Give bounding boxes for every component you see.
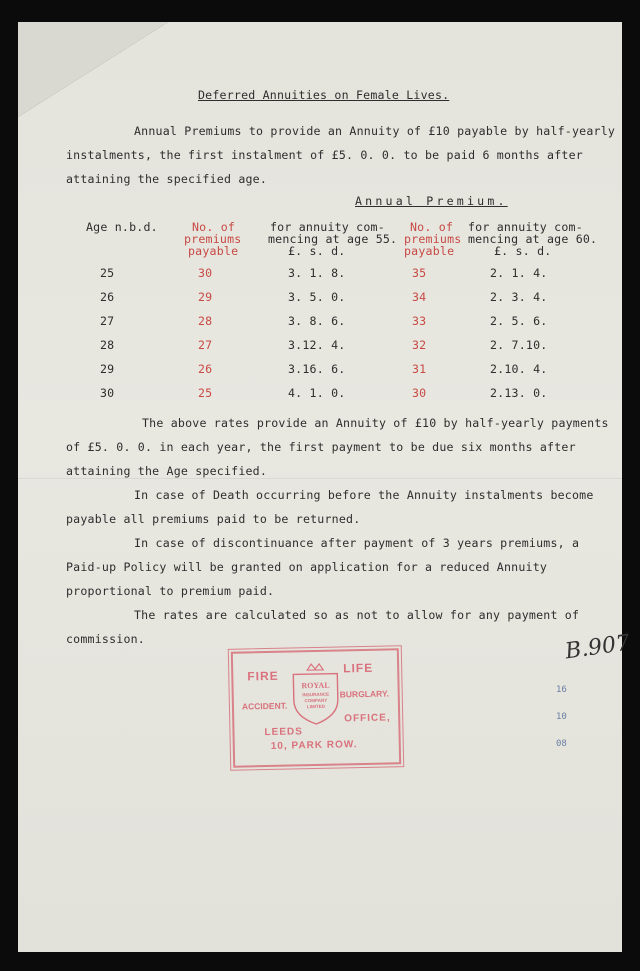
annotation-number: 907 — [586, 630, 632, 662]
date-line: 16 — [556, 685, 567, 695]
table-cell-prem55: 3. 5. 0. — [288, 290, 346, 304]
stamp-leeds: LEEDS — [264, 726, 303, 739]
header-prem60: mencing at age 60. — [468, 232, 598, 246]
table-cell-prem60: 2.13. 0. — [490, 386, 548, 400]
office-stamp — [231, 648, 401, 767]
paragraph-line: commission. — [66, 632, 145, 646]
stamp-crest-text: LIMITED — [306, 703, 326, 710]
table-cell-age: 29 — [100, 362, 115, 376]
header-prem55: for annuity com- — [270, 220, 385, 234]
paragraph-line: attaining the Age specified. — [66, 464, 268, 478]
header-num60: No. of — [410, 220, 454, 234]
date-stamp — [556, 668, 578, 767]
table-cell-num55: 28 — [198, 314, 213, 328]
table-cell-age: 25 — [100, 266, 115, 280]
header-num60: premiums — [404, 232, 462, 246]
table-cell-prem55: 3.12. 4. — [288, 338, 346, 352]
table-cell-prem55: 4. 1. 0. — [288, 386, 346, 400]
paragraph-line: In case of discontinuance after payment of 3 years premiums, a — [134, 536, 580, 550]
annotation-initials: B. — [563, 636, 591, 665]
table-cell-prem55: 3. 8. 6. — [288, 314, 346, 328]
crest-icon — [287, 659, 344, 726]
table-cell-num55: 25 — [198, 386, 213, 400]
date-line: 08 — [556, 739, 567, 749]
table-cell-num60: 35 — [412, 266, 427, 280]
stamp-crest-text: COMPANY — [304, 697, 328, 704]
paragraph-line: Paid-up Policy will be granted on application for a reduced Annuity — [66, 560, 548, 574]
table-super-header: Annual Premium. — [355, 194, 508, 208]
header-prem60: for annuity com- — [468, 220, 583, 234]
table-cell-num60: 30 — [412, 386, 427, 400]
table-cell-num55: 27 — [198, 338, 213, 352]
table-cell-num60: 31 — [412, 362, 427, 376]
table-cell-age: 27 — [100, 314, 115, 328]
header-num55: No. of — [192, 220, 236, 234]
header-num60: payable — [404, 244, 455, 258]
header-prem60: £. s. d. — [494, 244, 552, 258]
paragraph-line: The rates are calculated so as not to allow for any payment of — [134, 608, 580, 622]
table-cell-prem60: 2. 1. 4. — [490, 266, 548, 280]
stamp-office: OFFICE, — [344, 712, 391, 725]
stamp-fire: FIRE — [247, 668, 279, 684]
date-line: 10 — [556, 712, 567, 722]
table-cell-age: 28 — [100, 338, 115, 352]
stamp-burglary: BURGLARY. — [339, 688, 390, 700]
table-cell-prem60: 2. 7.10. — [490, 338, 548, 352]
table-cell-age: 30 — [100, 386, 115, 400]
table-cell-prem60: 2. 3. 4. — [490, 290, 548, 304]
paragraph-line: The above rates provide an Annuity of £10 by half-yearly payments — [142, 416, 609, 430]
table-cell-num60: 34 — [412, 290, 427, 304]
header-num55: premiums — [184, 232, 242, 246]
table-cell-num60: 33 — [412, 314, 427, 328]
stamp-crest-text: INSURANCE — [302, 691, 330, 698]
stamp-address: 10, PARK ROW. — [270, 739, 358, 752]
paper-crease — [18, 478, 622, 479]
stamp-crest-text: ROYAL — [301, 680, 330, 691]
header-age: Age n.b.d. — [86, 220, 158, 234]
intro-line: Annual Premiums to provide an Annuity of £10 payable by half-yearly — [134, 124, 616, 138]
header-prem55: mencing at age 55. — [268, 232, 398, 246]
intro-line: attaining the specified age. — [66, 172, 268, 186]
paragraph-line: of £5. 0. 0. in each year, the first payment to be due six months after — [66, 440, 576, 454]
table-cell-num55: 26 — [198, 362, 213, 376]
header-num55: payable — [188, 244, 239, 258]
table-cell-prem60: 2.10. 4. — [490, 362, 548, 376]
table-cell-prem55: 3.16. 6. — [288, 362, 346, 376]
intro-line: instalments, the first instalment of £5. 0. 0. to be paid 6 months after — [66, 148, 583, 162]
stamp-accident: ACCIDENT. — [241, 700, 288, 712]
table-cell-num60: 32 — [412, 338, 427, 352]
stamp-life: LIFE — [343, 660, 374, 676]
header-prem55: £. s. d. — [288, 244, 346, 258]
table-cell-num55: 30 — [198, 266, 213, 280]
table-cell-prem60: 2. 5. 6. — [490, 314, 548, 328]
document-title: Deferred Annuities on Female Lives. — [198, 88, 450, 102]
table-cell-num55: 29 — [198, 290, 213, 304]
table-cell-age: 26 — [100, 290, 115, 304]
paragraph-line: payable all premiums paid to be returned. — [66, 512, 361, 526]
paragraph-line: proportional to premium paid. — [66, 584, 275, 598]
table-cell-prem55: 3. 1. 8. — [288, 266, 346, 280]
paragraph-line: In case of Death occurring before the Annuity instalments become — [134, 488, 594, 502]
